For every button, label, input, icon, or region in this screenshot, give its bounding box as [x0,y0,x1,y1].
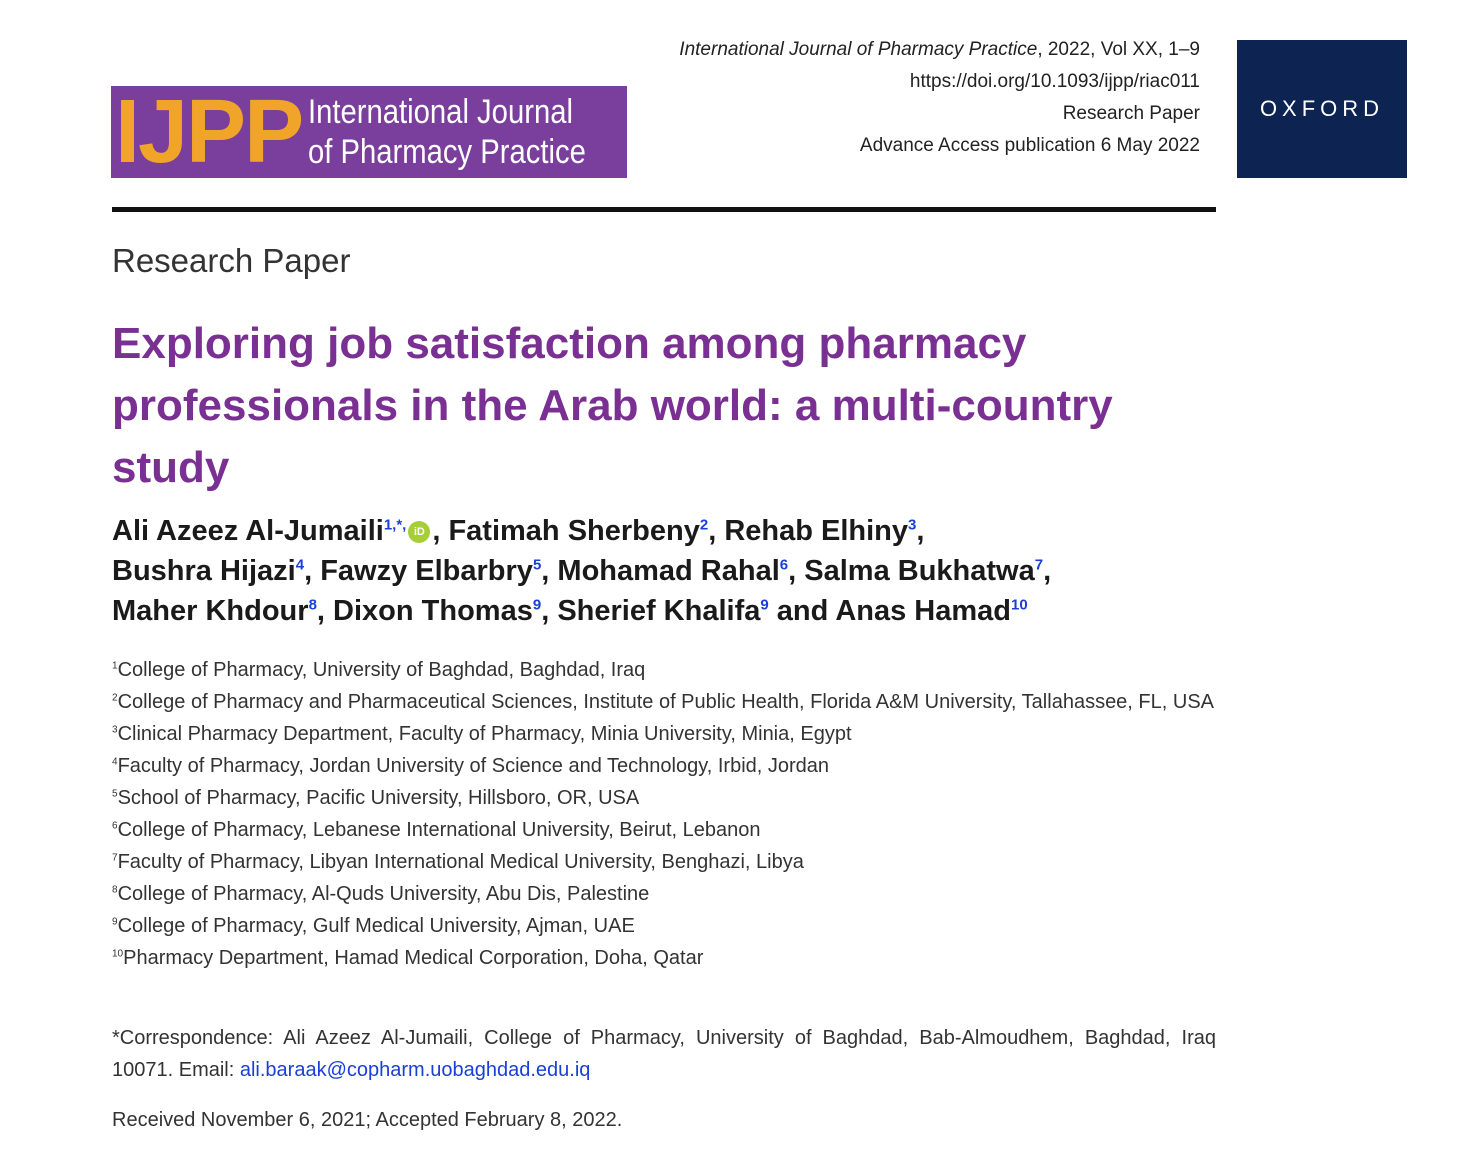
author-affiliation-marker: 3 [908,516,917,534]
article-title: Exploring job satisfaction among pharmacy professionals in the Arab world: a multi-country study [112,319,1113,492]
affiliation-item [112,846,1222,878]
doi-link[interactable]: https://doi.org/10.1093/ijpp/riac011 [909,71,1200,92]
affiliation-text: College of Pharmacy, Gulf Medical University, Ajman, UAE [117,915,635,937]
affiliation-number: 2 [112,692,118,704]
affiliation-text: Clinical Pharmacy Department, Faculty of Pharmacy, Minia University, Minia, Egypt [117,723,852,745]
affiliation-number: 9 [112,916,118,928]
author-affiliation-marker: 8 [308,596,317,614]
affiliation-item [112,686,1222,718]
author-list: Ali Azeez Al-Jumaili$^{1,*,}$ iD , Fatimah Sherbeny$^2$, Rehab Elhiny$^3$, Bushra Hijazi$^4$, Fawzy Elbarbry$^5$, Mohamad Rahal$^6$, Salma Bukhatwa$^7$, Maher Khdour$^8$, Dixon Thomas$^9$, Sherief Khalifa$^9$ and Anas Hamad$^{10}$ [112,515,1052,627]
affiliation-item [112,878,1222,910]
author-name[interactable]: Sherief Khalifa [557,595,761,627]
affiliation-number: 4 [112,756,118,768]
affiliations-list [112,654,1222,974]
affiliation-text: College of Pharmacy, University of Baghdad, Baghdad, Iraq [117,659,646,681]
author-affiliation-marker: 6 [779,556,789,574]
author-name[interactable]: Fawzy Elbarbry [320,555,533,587]
author-name[interactable]: Salma Bukhatwa [804,555,1035,587]
received-accepted-dates: Received November 6, 2021; Accepted February 8, 2022. [112,1109,623,1131]
affiliation-item [112,942,1222,974]
publication-date: Advance Access publication 6 May 2022 [859,135,1200,156]
journal-name: International Journal of Pharmacy Practice [679,39,1038,60]
email-link[interactable]: ali.baraak@copharm.uobaghdad.edu.iq [239,1059,591,1081]
logo-journal-name [308,92,586,172]
logo-abbreviation: IJPP [115,82,303,182]
affiliation-text: Faculty of Pharmacy, Jordan University of Science and Technology, Irbid, Jordan [117,755,830,777]
author-affiliation-marker: 5 [532,556,542,574]
author-affiliation-marker: 9 [532,596,542,614]
journal-logo [111,82,627,182]
author-name[interactable]: Maher Khdour [112,595,309,627]
author-affiliation-marker: 1,*, [383,516,407,534]
affiliation-item [112,814,1222,846]
affiliation-text: School of Pharmacy, Pacific University, Hillsboro, OR, USA [117,787,640,809]
affiliation-text: College of Pharmacy, Lebanese International University, Beirut, Lebanon [117,819,761,841]
affiliation-number: 1 [112,660,118,672]
author-affiliation-marker: 10 [1011,596,1028,614]
author-name[interactable]: Ali Azeez Al-Jumaili [112,515,384,547]
affiliation-item [112,750,1222,782]
affiliation-text: Pharmacy Department, Hamad Medical Corporation, Doha, Qatar [123,947,704,969]
affiliation-item [112,718,1222,750]
affiliation-number: 7 [112,852,118,864]
author-name[interactable]: Dixon Thomas [333,595,533,627]
paper-type-label: Research Paper [1062,103,1200,124]
affiliation-text: College of Pharmacy, Al-Quds University, Abu Dis, Palestine [117,883,650,905]
correspondence-text: *Correspondence: Ali Azeez Al-Jumaili, College of Pharmacy, University of Baghdad, Bab-Almoudhem, Baghdad, Iraq 10071. Email: [112,1027,1216,1081]
article-type: Research Paper [112,242,351,279]
logo-line-2: of Pharmacy Practice [308,133,587,171]
journal-volume: , 2022, Vol XX, 1–9 [1037,39,1200,60]
author-affiliation-marker: 2 [699,516,709,534]
author-name[interactable]: Anas Hamad [835,595,1011,627]
journal-citation [679,34,1200,66]
author-name[interactable]: Mohamad Rahal [557,555,780,587]
affiliation-number: 5 [112,788,118,800]
author-name[interactable]: Rehab Elhiny [724,515,909,547]
logo-line-1: International Journal [308,93,574,131]
affiliation-item [112,654,1222,686]
author-name[interactable]: Bushra Hijazi [112,555,296,587]
author-affiliation-marker: 7 [1034,556,1044,574]
author-name[interactable]: Fatimah Sherbeny [448,515,700,547]
affiliation-number: 3 [112,724,118,736]
citation-metadata [679,34,1200,162]
publisher-logo: OXFORD [1237,40,1407,178]
affiliation-item [112,910,1222,942]
orcid-icon[interactable]: iD [408,521,430,543]
header-divider [112,207,1216,212]
author-affiliation-marker: 9 [760,596,769,614]
affiliation-number: 6 [112,820,118,832]
affiliation-number: 10 [112,948,124,960]
affiliation-item [112,782,1222,814]
affiliation-text: College of Pharmacy and Pharmaceutical Sciences, Institute of Public Health, Florida A&M University, Tallahassee, FL, USA [117,691,1214,713]
affiliation-number: 8 [112,884,118,896]
author-affiliation-marker: 4 [295,556,305,574]
correspondence [112,1022,1216,1086]
affiliation-text: Faculty of Pharmacy, Libyan International Medical University, Benghazi, Libya [117,851,804,873]
